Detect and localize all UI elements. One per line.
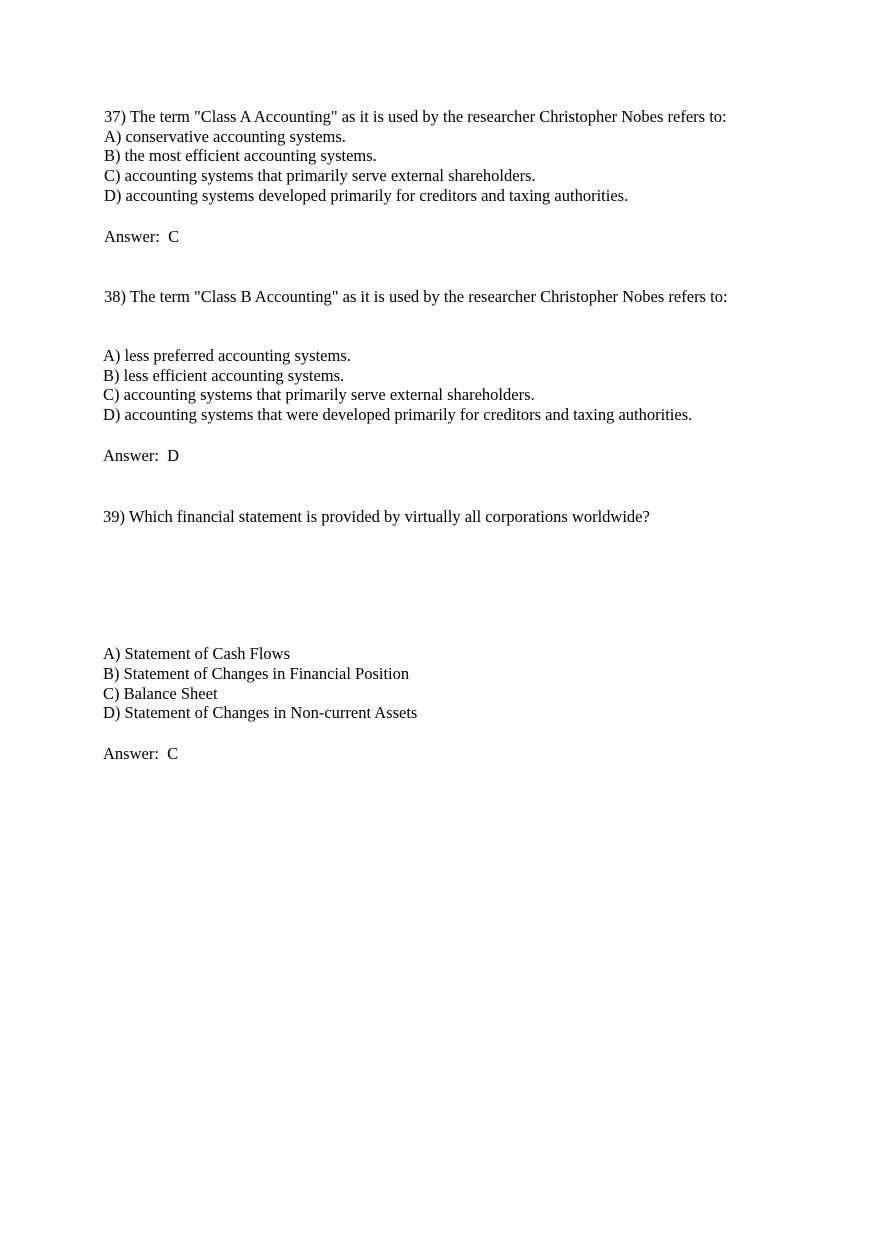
answer-value: C <box>167 744 179 763</box>
question-38-option-a: A) less preferred accounting systems. <box>103 346 351 365</box>
question-text: Which financial statement is provided by virtually all corporations worldwide? <box>128 507 650 526</box>
question-38-option-d: D) accounting systems that were developed primarily for creditors and taxing authorities. <box>103 405 693 424</box>
question-37-option-a: A) conservative accounting systems. <box>104 127 346 146</box>
answer-label: Answer: <box>103 446 159 465</box>
question-38-option-c: C) accounting systems that primarily serve external shareholders. <box>103 385 535 404</box>
question-38-answer <box>103 446 179 466</box>
answer-value: C <box>168 227 180 246</box>
question-37-option-c: C) accounting systems that primarily serve external shareholders. <box>104 166 536 185</box>
question-text: The term "Class A Accounting" as it is used by the researcher Christopher Nobes refers to: <box>129 107 727 126</box>
question-39-option-a: A) Statement of Cash Flows <box>103 644 290 663</box>
question-number: 37) <box>104 107 126 126</box>
answer-value: D <box>167 446 180 465</box>
question-39-answer <box>103 744 178 764</box>
answer-label: Answer: <box>104 227 160 246</box>
question-39-stem <box>103 507 650 527</box>
question-37-answer <box>104 227 179 247</box>
question-38-stem <box>104 287 728 307</box>
question-text: The term "Class B Accounting" as it is used by the researcher Christopher Nobes refers to: <box>129 287 728 306</box>
question-39-option-d: D) Statement of Changes in Non-current Assets <box>103 703 418 722</box>
question-number: 39) <box>103 507 125 526</box>
question-number: 38) <box>104 287 126 306</box>
question-37-option-d: D) accounting systems developed primarily for creditors and taxing authorities. <box>104 186 629 205</box>
question-39-option-b: B) Statement of Changes in Financial Position <box>103 664 410 683</box>
question-37-stem <box>104 107 727 127</box>
answer-label: Answer: <box>103 744 159 763</box>
question-38-option-b: B) less efficient accounting systems. <box>103 366 345 385</box>
question-39-option-c: C) Balance Sheet <box>103 684 218 703</box>
question-37-option-b: B) the most efficient accounting systems. <box>104 146 377 165</box>
